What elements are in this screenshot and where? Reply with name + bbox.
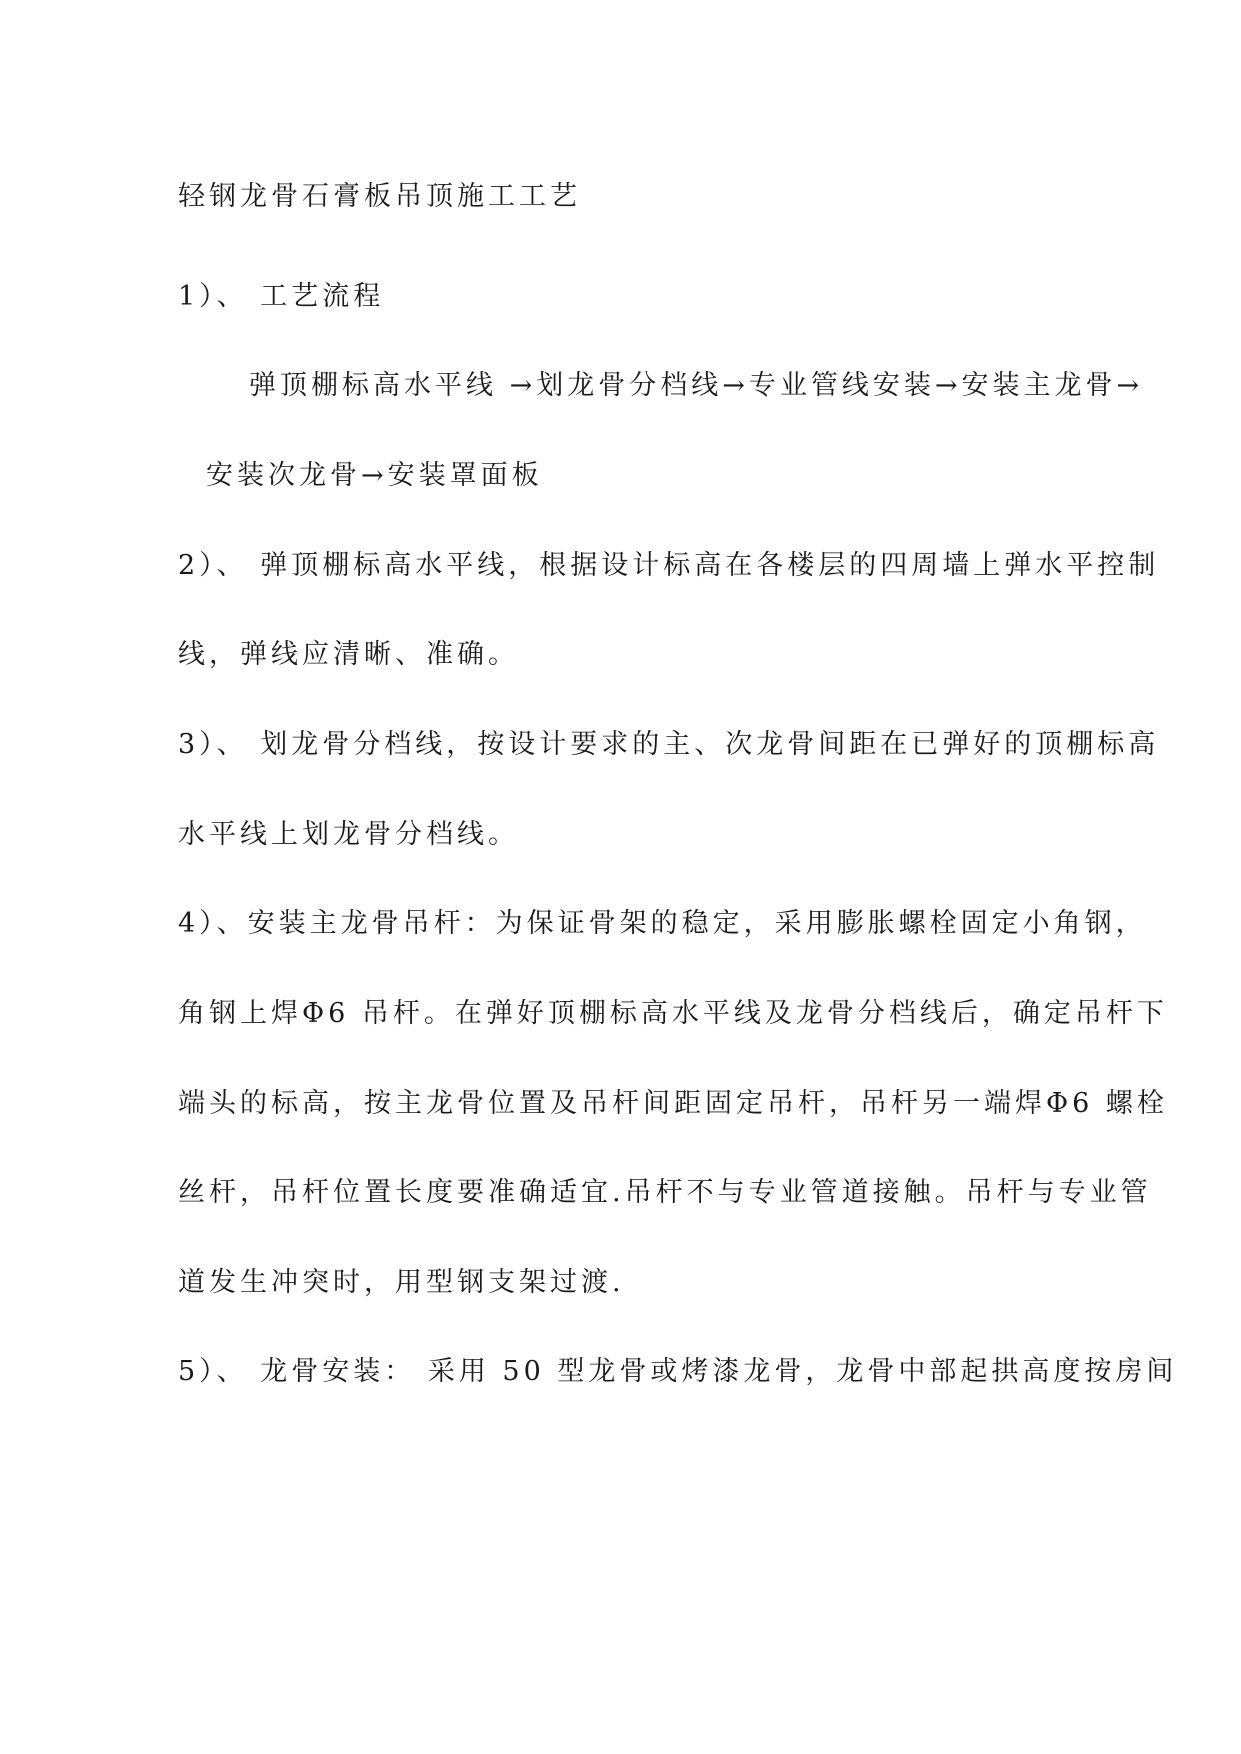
paragraph-line: 道发生冲突时，用型钢支架过渡.	[178, 1267, 625, 1298]
paragraph-line: 5）、 龙骨安装： 采用 50 型龙骨或烤漆龙骨，龙骨中部起拱高度按房间	[178, 1356, 1178, 1387]
paragraph-line: 安装次龙骨→安装罩面板	[206, 460, 543, 491]
document-title: 轻钢龙骨石膏板吊顶施工工艺	[178, 181, 581, 212]
paragraph-line: 线，弹线应清晰、准确。	[178, 639, 519, 670]
paragraph-line: 2）、 弹顶棚标高水平线，根据设计标高在各楼层的四周墙上弹水平控制	[178, 550, 1160, 581]
paragraph-line: 角钢上焊Φ6 吊杆。在弹好顶棚标高水平线及龙骨分档线后，确定吊杆下	[178, 998, 1168, 1029]
paragraph-line: 水平线上划龙骨分档线。	[178, 819, 519, 850]
paragraph-line: 弹顶棚标高水平线 →划龙骨分档线→专业管线安装→安装主龙骨→	[249, 370, 1144, 401]
paragraph-line: 4）、安装主龙骨吊杆：为保证骨架的稳定，采用膨胀螺栓固定小角钢，	[178, 908, 1147, 939]
paragraph-line: 端头的标高，按主龙骨位置及吊杆间距固定吊杆，吊杆另一端焊Φ6 螺栓	[178, 1088, 1168, 1119]
paragraph-line: 1）、 工艺流程	[178, 281, 385, 312]
paragraph-line: 3）、 划龙骨分档线，按设计要求的主、次龙骨间距在已弹好的顶棚标高	[178, 729, 1160, 760]
paragraph-line: 丝杆，吊杆位置长度要准确适宜.吊杆不与专业管道接触。吊杆与专业管	[178, 1177, 1152, 1208]
